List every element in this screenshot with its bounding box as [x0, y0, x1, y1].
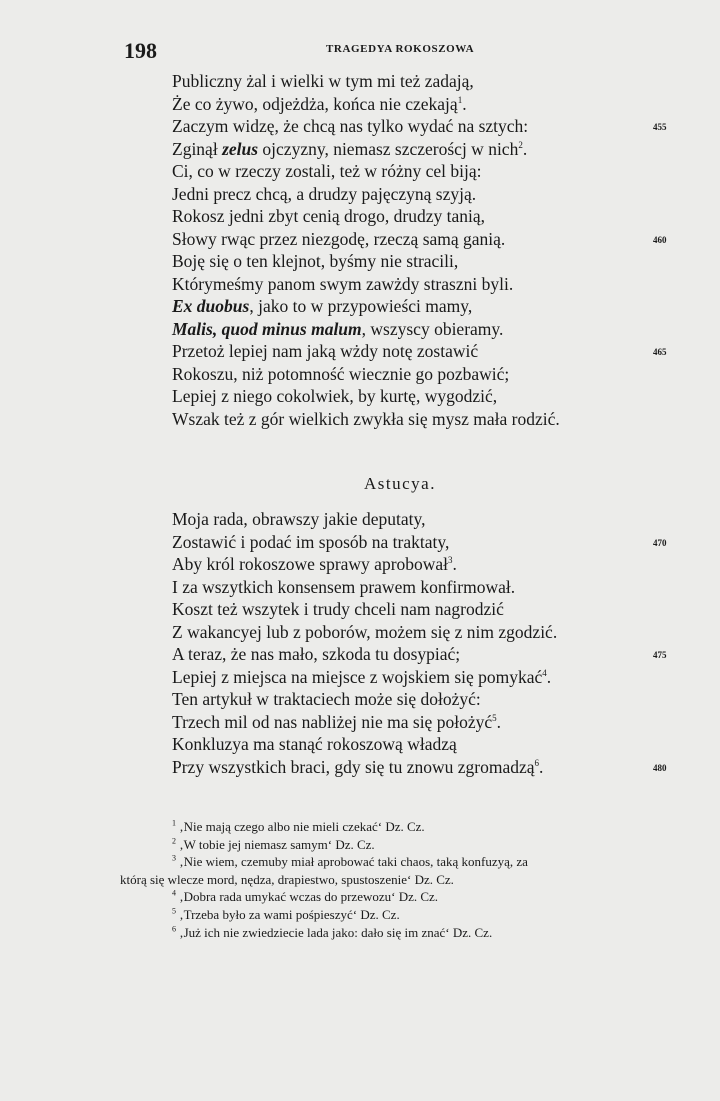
line-number: 480 — [653, 762, 667, 773]
verse-text: Aby król rokoszowe sprawy aprobował — [172, 554, 449, 574]
footnote-number: 6 — [172, 924, 176, 934]
verse-text: Rokoszu, niż potomność wiecznie go pozbawić; — [172, 363, 510, 384]
verse-text: Że co żywo, odjeżdża, końca nie czekają — [172, 93, 458, 114]
footnote — [120, 836, 680, 854]
verse-line — [172, 318, 682, 341]
footnote-text: ‚Już ich nie zwiedziecie lada jako: dało się im znać‘ Dz. Cz. — [179, 924, 493, 940]
verse-text: Z wakancyej lub z poborów, możem się z nim zgodzić. — [172, 621, 558, 642]
verse-text: Wszak też z gór wielkich zwykła się mysz mała rodzić. — [172, 408, 560, 429]
footnote-number: 5 — [172, 906, 176, 916]
footnote-text: ‚Nie wiem, czemuby miał aprobować taki chaos, taką konfuzyą, za — [179, 854, 528, 870]
verse-line — [172, 363, 682, 386]
footnote-marker: 2 — [518, 139, 523, 150]
verse-line: Trzech mil od nas nabliżej nie ma się położyć$^5$. — [172, 711, 501, 732]
verse-line — [172, 576, 682, 599]
line-number: 460 — [653, 234, 667, 245]
verse-text: Przy wszystkich braci, gdy się tu znowu zgromadzą — [172, 756, 535, 777]
verse-line: Zginął zelus ojczyzny, niemasz szczeroścj w nich$^2$. — [172, 138, 528, 159]
verse-text: Malis, quod minus malum, wszyscy obieramy. — [172, 318, 504, 339]
verse-text: Trzech mil od nas nabliżej nie ma się położyć — [172, 711, 493, 732]
verse-text: Lepiej z niego cokolwiek, by kurtę, wygodzić, — [172, 386, 498, 406]
line-number: 470 — [653, 537, 667, 548]
line-number: 475 — [653, 650, 667, 660]
footnote — [120, 924, 680, 942]
verse-line — [172, 183, 682, 206]
verse-line — [172, 733, 682, 756]
footnote — [120, 888, 680, 906]
verse-text: Publiczny żal i wielki w tym mi też zadają, — [172, 71, 474, 91]
footnote-marker: 4 — [542, 667, 547, 678]
verse-block-2 — [172, 508, 682, 778]
verse-line — [172, 340, 682, 363]
verse-line — [172, 115, 682, 138]
footnote-number: 1 — [172, 818, 176, 828]
running-head: TRAGEDYA ROKOSZOWA — [326, 43, 475, 55]
footnote-number: 3 — [172, 853, 176, 863]
footnote-text: ‚Trzeba było za wami pośpieszyć‘ Dz. Cz. — [179, 906, 400, 922]
verse-text: Moja rada, obrawszy jakie deputaty, — [172, 509, 426, 529]
verse-text: Zginął zelus ojczyzny, niemasz szczeroścj w nich — [172, 138, 519, 159]
verse-line — [172, 205, 682, 228]
verse-line — [172, 598, 682, 621]
verse-line — [172, 70, 682, 93]
verse-line — [172, 160, 682, 183]
verse-text: Rokosz jedni zbyt cenią drogo, drudzy tanią, — [172, 206, 485, 226]
footnote-marker: 3 — [448, 555, 453, 566]
footnote-text: ‚Nie mają czego albo nie mieli czekać‘ Dz. Cz. — [179, 819, 425, 834]
verse-block-1 — [172, 70, 682, 430]
footnote-number: 4 — [172, 889, 176, 899]
footnote-number: 2 — [172, 836, 176, 846]
verse-text: Zaczym widzę, że chcą nas tylko wydać na sztych: — [172, 116, 529, 136]
footnote-marker: 1 — [457, 94, 463, 105]
verse-line: Aby król rokoszowe sprawy aprobował$^3$. — [172, 554, 457, 574]
verse-text: A teraz, że nas mało, szkoda tu dosypiać; — [172, 644, 461, 664]
footnote-text: ‚Dobra rada umykać wczas do przewozu‘ Dz. Cz. — [179, 889, 439, 905]
verse-line — [172, 228, 682, 251]
verse-text: Lepiej z miejsca na miejsce z wojskiem się pomykać — [172, 666, 543, 687]
verse-text: Przetoż lepiej nam jaką wżdy notę zostawić — [172, 341, 479, 361]
line-number: 465 — [653, 347, 667, 357]
verse-line: Przy wszystkich braci, gdy się tu znowu zgromadzą$^6$. 480 — [172, 756, 682, 779]
page-number: 198 — [124, 38, 157, 63]
footnote — [120, 853, 680, 871]
verse-text: Konkluzya ma stanąć rokoszową władzą — [172, 734, 457, 754]
verse-text: Ten artykuł w traktaciech może się dołożyć: — [172, 689, 481, 709]
verse-line — [172, 385, 682, 408]
verse-line: Lepiej z miejsca na miejsce z wojskiem się pomykać$^4$. — [172, 666, 552, 687]
verse-line — [172, 250, 682, 273]
verse-line — [172, 643, 682, 666]
verse-text: Koszt też wszytek i trudy chceli nam nagrodzić — [172, 599, 504, 619]
section-heading: Astucya. — [364, 474, 436, 493]
verse-text: Ci, co w rzeczy zostali, też w różny cel biją: — [172, 161, 482, 181]
footnote-marker: 5 — [492, 712, 497, 723]
footnote — [120, 818, 680, 836]
footnote-marker: 6 — [534, 757, 540, 768]
footnote — [120, 871, 680, 889]
verse-line: Że co żywo, odjeżdża, końca nie czekają$^1$. — [172, 93, 467, 114]
line-number: 455 — [653, 122, 667, 132]
verse-text: Ex duobus, jako to w przypowieści mamy, — [172, 296, 473, 316]
verse-text: Zostawić i podać im sposób na traktaty, — [172, 531, 450, 552]
footnote-text: którą się wlecze mord, nędza, drapiestwo, spustoszenie‘ Dz. Cz. — [120, 871, 454, 887]
footnote-text: ‚W tobie jej niemasz samym‘ Dz. Cz. — [179, 836, 375, 852]
verse-line — [172, 688, 682, 711]
verse-text: I za wszytkich konsensem prawem konfirmował. — [172, 576, 516, 597]
footnotes — [120, 818, 680, 941]
verse-line — [172, 408, 682, 431]
verse-text: Boję się o ten klejnot, byśmy nie stracili, — [172, 251, 459, 271]
verse-text: Jedni precz chcą, a drudzy pajęczyną szyją. — [172, 183, 477, 204]
verse-line — [172, 531, 682, 554]
verse-line — [172, 508, 682, 531]
verse-line — [172, 295, 682, 318]
verse-line — [172, 621, 682, 644]
verse-line — [172, 273, 682, 296]
verse-text: Słowy rwąc przez niezgodę, rzeczą samą ganią. — [172, 228, 506, 249]
verse-text: Którymeśmy panom swym zawżdy straszni byli. — [172, 273, 514, 294]
footnote — [120, 906, 680, 924]
